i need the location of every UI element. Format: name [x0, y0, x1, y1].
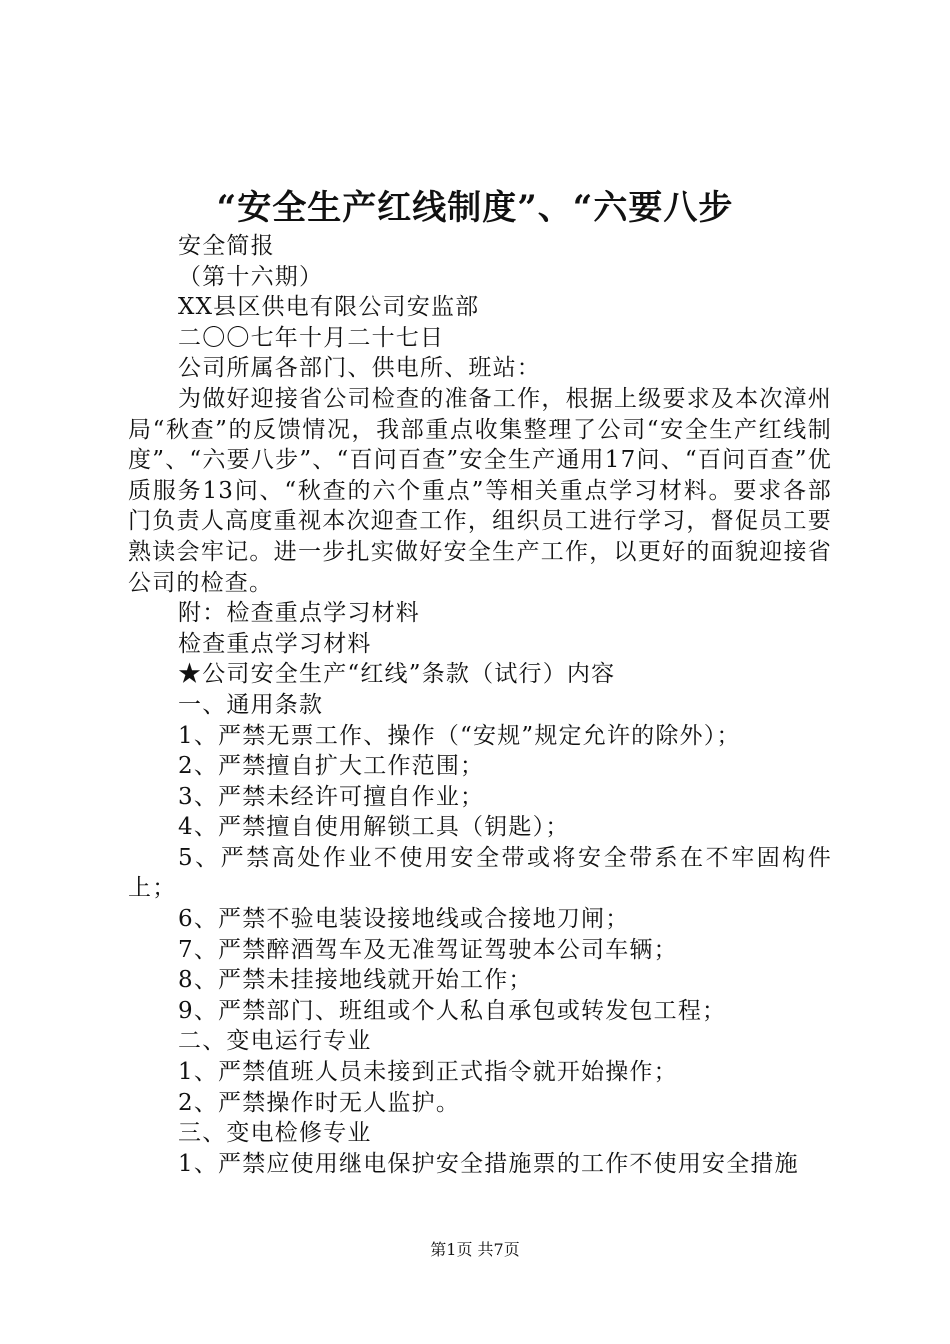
- list-item: 1、严禁值班人员未接到正式指令就开始操作；: [178, 1059, 678, 1086]
- document-body: [128, 231, 832, 1179]
- paragraph-recipients: 公司所属各部门、供电所、班站：: [178, 355, 541, 382]
- paragraph-issuer: XX县区供电有限公司安监部: [178, 294, 480, 321]
- section-heading-substation-maintenance: 三、变电检修专业: [178, 1120, 372, 1147]
- list-item: 4、严禁擅自使用解锁工具（钥匙）；: [178, 814, 570, 841]
- list-item: 2、严禁擅自扩大工作范围；: [178, 753, 485, 780]
- list-item: 6、严禁不验电装设接地线或合接地刀闸；: [178, 906, 630, 933]
- section-heading-substation-operation: 二、变电运行专业: [178, 1028, 372, 1055]
- list-item: 5、严禁高处作业不使用安全带或将安全带系在不牢固构件上；: [128, 844, 832, 902]
- list-item: 8、严禁未挂接地线就开始工作；: [178, 967, 533, 994]
- list-item: 2、严禁操作时无人监护。: [178, 1089, 461, 1116]
- paragraph-brief-name: 安全简报: [178, 233, 275, 259]
- paragraph-issue-number: （第十六期）: [178, 263, 324, 290]
- list-item: 7、严禁醉酒驾车及无准驾证驾驶本公司车辆；: [178, 936, 678, 963]
- page-footer: 第1页 共7页: [430, 1240, 520, 1259]
- list-item: 1、严禁应使用继电保护安全措施票的工作不使用安全措施: [178, 1150, 799, 1177]
- paragraph-attachment: 附：检查重点学习材料: [178, 600, 420, 627]
- document-title: “安全生产红线制度”、“六要八步: [216, 188, 734, 228]
- paragraph-intro: 为做好迎接省公司检查的准备工作，根据上级要求及本次漳州局“秋查”的反馈情况，我部重点收集整理了公司“安全生产红线制度”、“六要八步”、“百问百查”安全生产通用17问、“百问百查”优质服务13问、“秋查的六个重点”等相关重点学习材料。要求各部门负责人高度重视本次迎查工作，组织员工进行学习，督促员工要熟读会牢记。进一步扎实做好安全生产工作，以更好的面貌迎接省公司的检查。: [128, 385, 832, 596]
- section-heading-general: 一、通用条款: [178, 691, 324, 718]
- paragraph-date: 二〇〇七年十月二十七日: [178, 324, 445, 351]
- paragraph-material-heading: 检查重点学习材料: [178, 630, 372, 657]
- list-item: 1、严禁无票工作、操作（“安规”规定允许的除外）；: [178, 722, 741, 749]
- paragraph-redline-heading: ★公司安全生产“红线”条款（试行）内容: [178, 661, 616, 688]
- list-item: 3、严禁未经许可擅自作业；: [178, 783, 485, 810]
- list-item: 9、严禁部门、班组或个人私自承包或转发包工程；: [178, 997, 727, 1024]
